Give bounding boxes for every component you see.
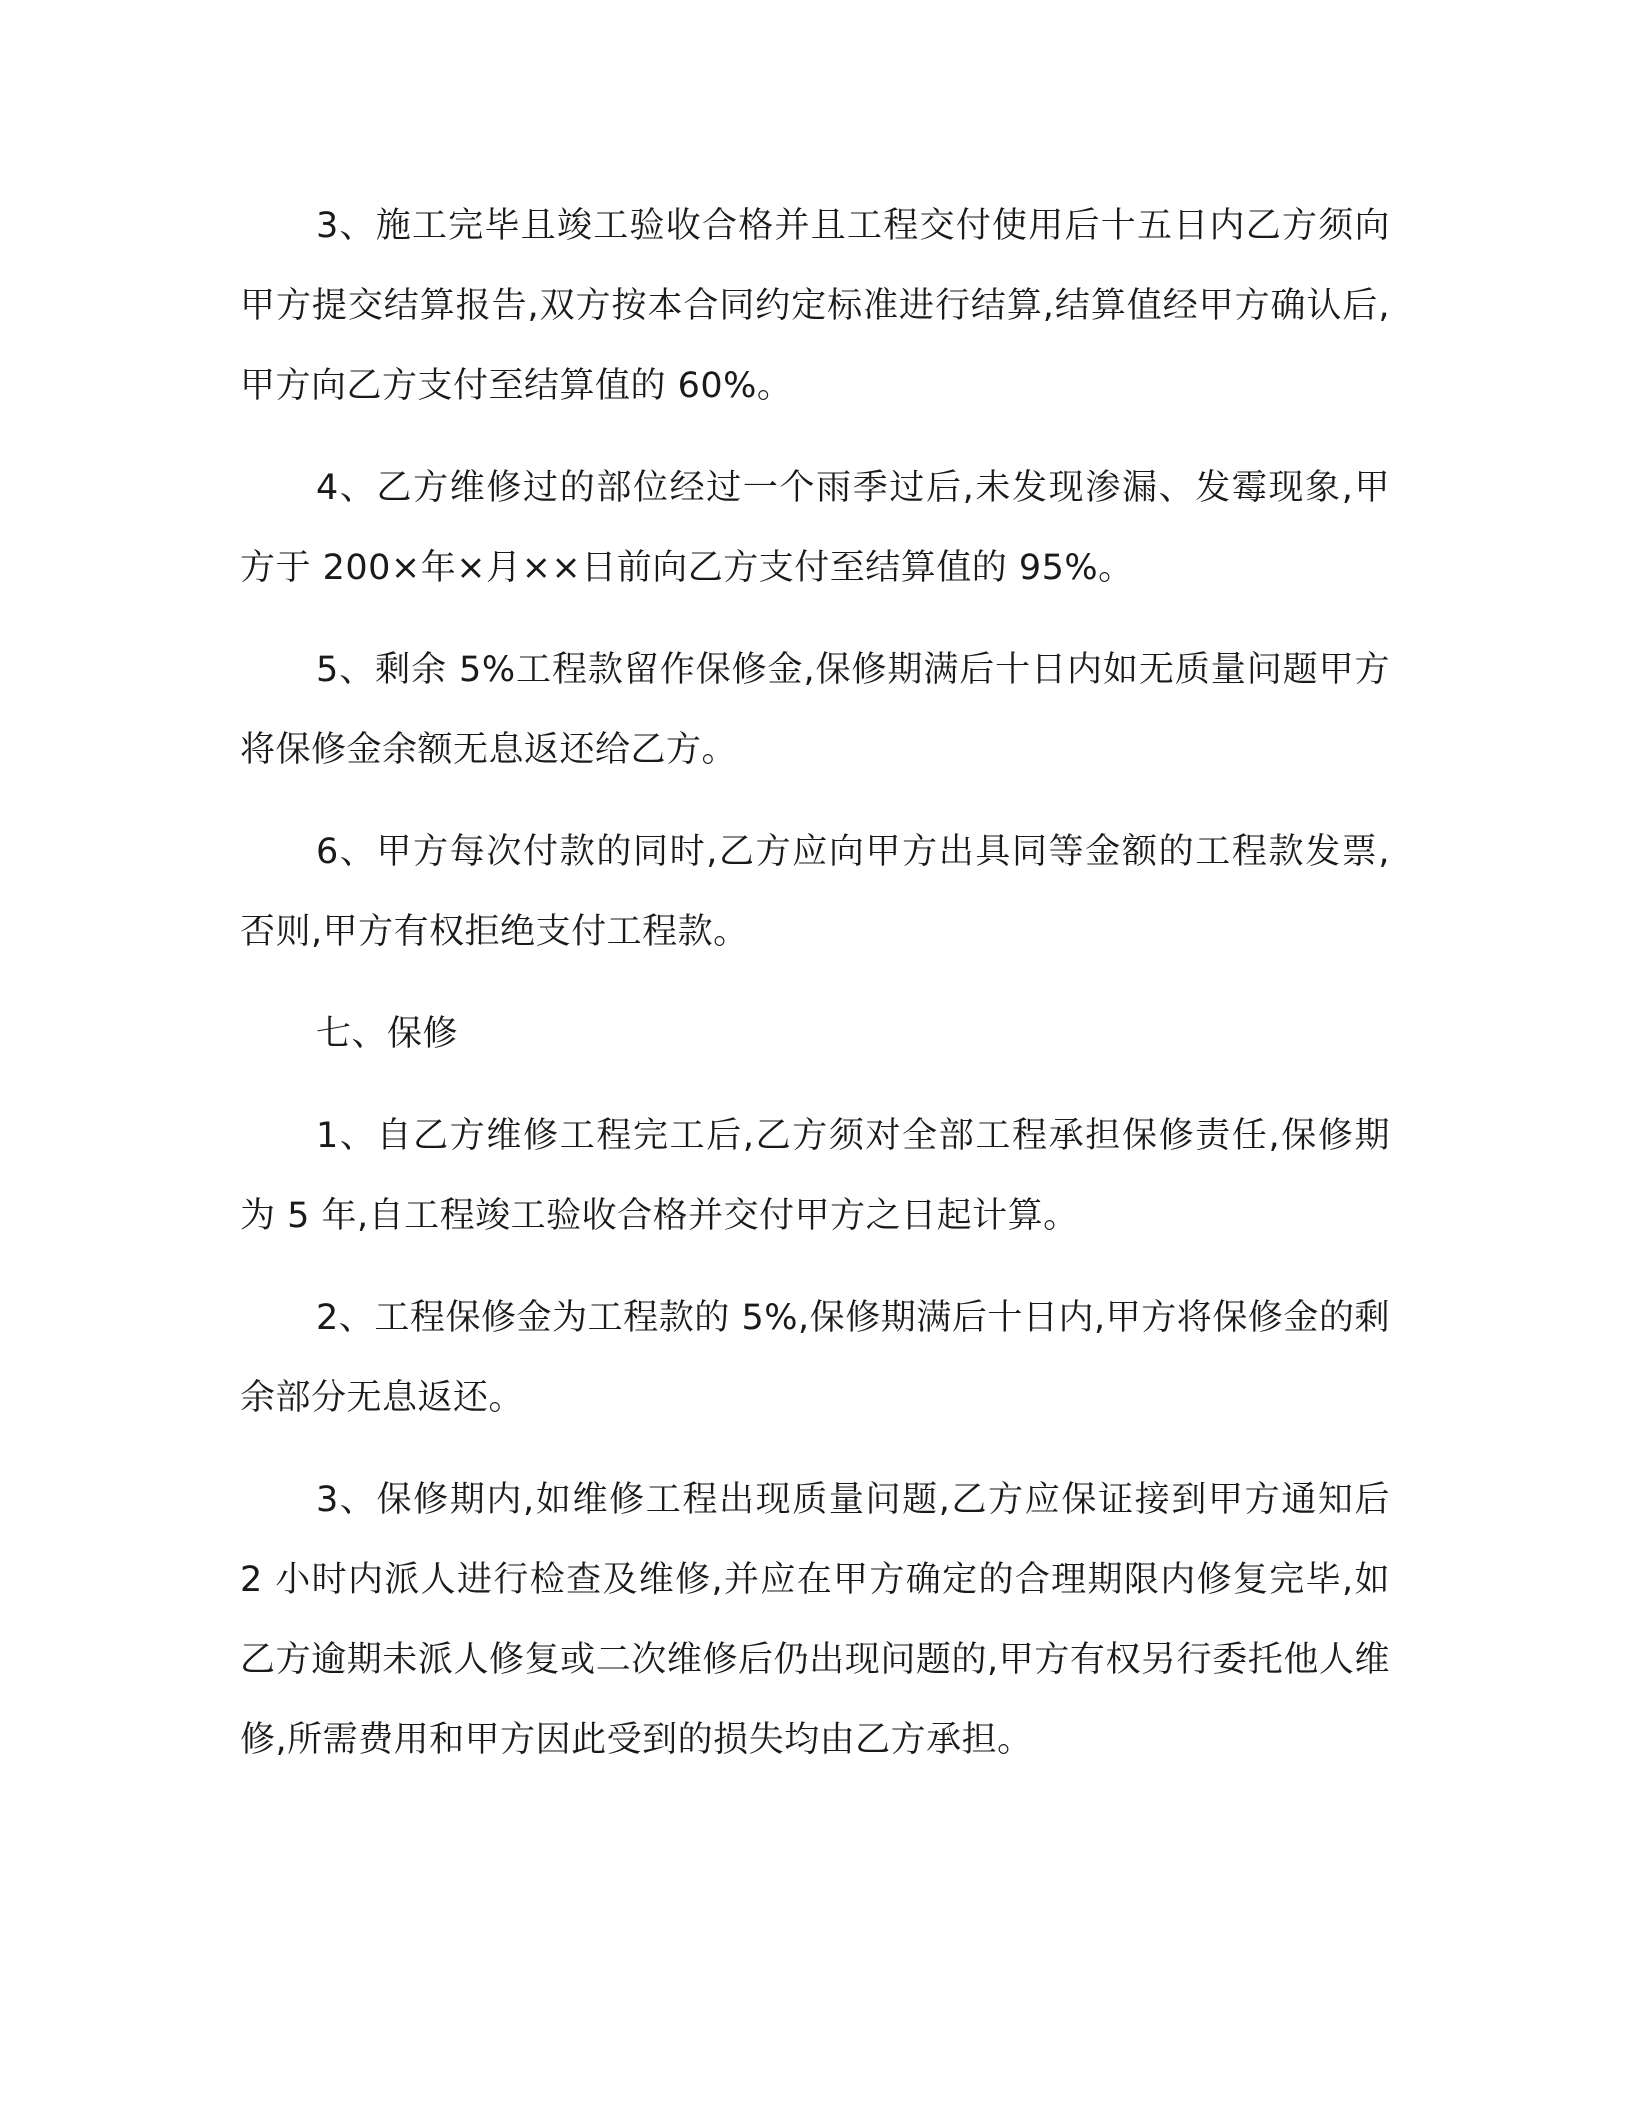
paragraph-payment-6: 6、甲方每次付款的同时,乙方应向甲方出具同等金额的工程款发票,否则,甲方有权拒绝支付工程款。 bbox=[240, 832, 1390, 952]
paragraph-payment-4: 4、乙方维修过的部位经过一个雨季过后,未发现渗漏、发霉现象,甲方于 200×年×月××日前向乙方支付至结算值的 95%。 bbox=[240, 468, 1390, 588]
paragraph-payment-5: 5、剩余 5%工程款留作保修金,保修期满后十日内如无质量问题甲方将保修金余额无息返还给乙方。 bbox=[240, 650, 1390, 770]
section-heading-warranty: 七、保修 bbox=[316, 1014, 459, 1054]
paragraph-warranty-3: 3、保修期内,如维修工程出现质量问题,乙方应保证接到甲方通知后 2 小时内派人进行检查及维修,并应在甲方确定的合理期限内修复完毕,如乙方逾期未派人修复或二次维修后仍出现问题的,甲方有权另行委托他人维修,所需费用和甲方因此受到的损失均由乙方承担。 bbox=[240, 1480, 1390, 1760]
paragraph-warranty-2: 2、工程保修金为工程款的 5%,保修期满后十日内,甲方将保修金的剩余部分无息返还。 bbox=[240, 1298, 1390, 1418]
paragraph-warranty-1: 1、自乙方维修工程完工后,乙方须对全部工程承担保修责任,保修期为 5 年,自工程竣工验收合格并交付甲方之日起计算。 bbox=[240, 1116, 1390, 1236]
paragraph-payment-3: 3、施工完毕且竣工验收合格并且工程交付使用后十五日内乙方须向甲方提交结算报告,双方按本合同约定标准进行结算,结算值经甲方确认后,甲方向乙方支付至结算值的 60%。 bbox=[240, 206, 1390, 406]
document-body bbox=[240, 186, 1390, 1802]
